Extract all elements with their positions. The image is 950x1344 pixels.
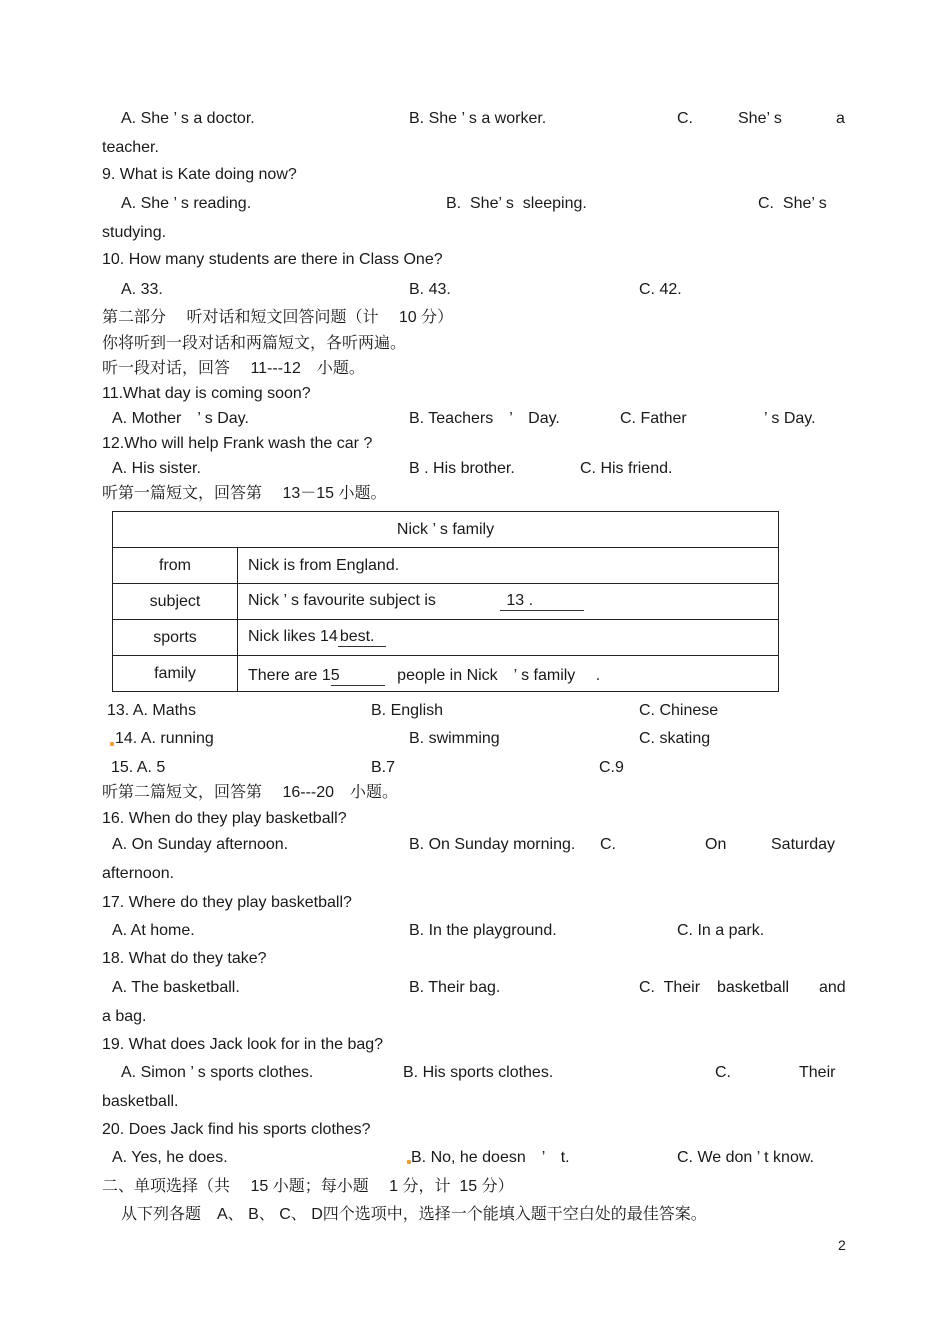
- q9-option-c: C. She’ s: [758, 195, 827, 212]
- q16-option-b: B. On Sunday morning.: [409, 836, 576, 853]
- row-content: Nick is from England.: [238, 548, 779, 584]
- row-text: There are 1: [248, 666, 331, 684]
- part2-dialogue-intro: 听一段对话，回答 11---12 小题。: [102, 360, 365, 377]
- blank-14: best.: [338, 628, 386, 647]
- q8-option-c-label: C.: [677, 110, 693, 127]
- table-row: [113, 656, 779, 692]
- q11-stem: 11.What day is coming soon?: [102, 385, 311, 402]
- q10-option-c: C. 42.: [639, 281, 682, 298]
- q17-stem: 17. Where do they play basketball?: [102, 894, 352, 911]
- q10-option-a: A. 33.: [121, 281, 163, 298]
- row-text: Nick likes 14: [248, 628, 338, 645]
- row-content: [238, 584, 779, 620]
- blank-13: 13 .: [500, 592, 584, 611]
- q10-stem: 10. How many students are there in Class One?: [102, 251, 443, 268]
- q18-option-c-label: C. Their: [639, 979, 701, 996]
- row-label: from: [113, 548, 238, 584]
- row-content: [238, 656, 779, 692]
- q9-option-a: A. She ’ s reading.: [121, 195, 252, 212]
- q20-stem: 20. Does Jack find his sports clothes?: [102, 1121, 371, 1138]
- q9-option-c-wrap: studying.: [102, 224, 167, 241]
- marker-dot: [110, 742, 114, 746]
- q14-option-a: 14. A. running: [115, 730, 214, 747]
- q19-option-b: B. His sports clothes.: [403, 1064, 554, 1081]
- row-label: family: [113, 656, 238, 692]
- q8-option-c-word1: She’ s: [738, 110, 782, 127]
- q19-option-a: A. Simon ’ s sports clothes.: [121, 1064, 314, 1081]
- q16-option-c-word1: On: [705, 836, 727, 853]
- part2-title: 第二部分 听对话和短文回答问题（计 10 分）: [102, 309, 454, 326]
- table-title: Nick ’ s family: [113, 512, 779, 548]
- q8-option-c-wrap: teacher.: [102, 139, 159, 156]
- q8-option-a: A. She ’ s a doctor.: [121, 110, 255, 127]
- q19-option-c-word1: Their: [799, 1064, 836, 1081]
- q15-option-c: C.9: [599, 759, 624, 776]
- q10-option-b: B. 43.: [409, 281, 451, 298]
- q15-option-a: 15. A. 5: [111, 759, 166, 776]
- q12-option-b: B . His brother.: [409, 460, 515, 477]
- q19-stem: 19. What does Jack look for in the bag?: [102, 1036, 384, 1053]
- q18-option-c-word1: basketball: [717, 979, 790, 996]
- q8-option-c-word2: a: [836, 110, 845, 127]
- q18-option-b: B. Their bag.: [409, 979, 501, 996]
- q17-option-b: B. In the playground.: [409, 922, 557, 939]
- row-text-after: people in Nick ’ s family .: [397, 666, 601, 684]
- page-number: 2: [838, 1237, 846, 1253]
- part2-instruction: 你将听到一段对话和两篇短文，各听两遍。: [102, 335, 407, 352]
- q14-option-c: C. skating: [639, 730, 711, 747]
- q12-stem: 12.Who will help Frank wash the car ?: [102, 435, 373, 452]
- q11-option-c: C. Father: [620, 410, 687, 427]
- q16-option-c-wrap: afternoon.: [102, 865, 175, 882]
- q9-option-b: B. She’ s sleeping.: [446, 195, 587, 212]
- q18-option-c-word2: and: [819, 979, 846, 996]
- row-text: Nick ’ s favourite subject is: [248, 592, 436, 609]
- q16-stem: 16. When do they play basketball?: [102, 810, 347, 827]
- q13-option-b: B. English: [371, 702, 444, 719]
- row-content: [238, 620, 779, 656]
- passage2-intro: 听第二篇短文，回答第 16---20 小题。: [102, 784, 399, 801]
- section2-title: 二、单项选择（共 15 小题；每小题 1 分，计 15 分）: [102, 1178, 514, 1195]
- q15-option-b: B.7: [371, 759, 396, 776]
- q19-option-c-wrap: basketball.: [102, 1093, 179, 1110]
- table-title-row: [113, 512, 779, 548]
- q18-option-a: A. The basketball.: [112, 979, 240, 996]
- table-row: [113, 620, 779, 656]
- q11-option-b: B. Teachers ’ Day.: [409, 410, 560, 427]
- q18-option-c-wrap: a bag.: [102, 1008, 147, 1025]
- q18-stem: 18. What do they take?: [102, 950, 267, 967]
- q14-option-b: B. swimming: [409, 730, 500, 747]
- q16-option-c-word2: Saturday: [771, 836, 836, 853]
- blank-15: 5: [331, 667, 385, 686]
- q17-option-c: C. In a park.: [677, 922, 765, 939]
- section2-instruction: 从下列各题 A、 B、 C、 D四个选项中，选择一个能填入题干空白处的最佳答案。: [121, 1206, 707, 1223]
- q12-option-a: A. His sister.: [112, 460, 201, 477]
- q12-option-c: C. His friend.: [580, 460, 673, 477]
- q11-option-a: A. Mother ’ s Day.: [112, 410, 249, 427]
- q16-option-a: A. On Sunday afternoon.: [112, 836, 289, 853]
- passage1-intro: 听第一篇短文，回答第 13－15 小题。: [102, 485, 387, 502]
- nick-family-table: [112, 511, 779, 692]
- q20-option-c: C. We don ’ t know.: [677, 1149, 814, 1166]
- table-row: [113, 548, 779, 584]
- q19-option-c-label: C.: [715, 1064, 731, 1081]
- q17-option-a: A. At home.: [112, 922, 195, 939]
- q20-option-b: B. No, he doesn ’ t.: [411, 1149, 570, 1166]
- q20-option-a: A. Yes, he does.: [112, 1149, 228, 1166]
- row-label: subject: [113, 584, 238, 620]
- row-label: sports: [113, 620, 238, 656]
- q11-option-c-tail: ’ s Day.: [764, 410, 816, 427]
- table-row: [113, 584, 779, 620]
- q13-option-a: 13. A. Maths: [107, 702, 196, 719]
- q8-option-b: B. She ’ s a worker.: [409, 110, 547, 127]
- q16-option-c-label: C.: [600, 836, 616, 853]
- q9-stem: 9. What is Kate doing now?: [102, 166, 297, 183]
- q13-option-c: C. Chinese: [639, 702, 719, 719]
